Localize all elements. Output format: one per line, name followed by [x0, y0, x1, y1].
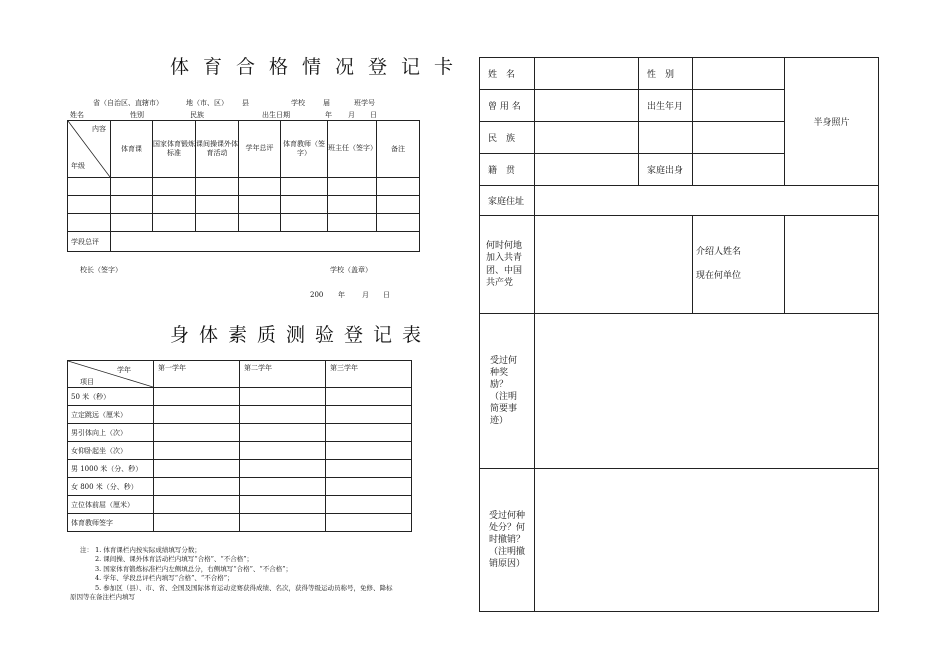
- item-pullup: 男引体向上（次）: [68, 424, 154, 442]
- item-standing-jump: 立定跳远（厘米）: [68, 406, 154, 424]
- note-4: 4. 学年、学段总评栏内填写“合格”、“不合格”；: [95, 574, 234, 583]
- table-row: [68, 424, 412, 442]
- stage-total-label: 学段总评: [68, 232, 111, 252]
- col-year-total: 学年总评: [239, 121, 281, 178]
- family-origin-field[interactable]: [693, 154, 785, 186]
- introducer-field[interactable]: [785, 216, 879, 314]
- table-row: [68, 388, 412, 406]
- col-year-2: 第二学年: [240, 361, 326, 388]
- family-origin-label: 家庭出身: [639, 154, 693, 186]
- date-day: 日: [383, 291, 390, 299]
- pe-record-table: [67, 120, 420, 252]
- birth-label: 出生年月: [639, 90, 693, 122]
- item-teacher-sign: 体育教师签字: [68, 514, 154, 532]
- note-2: 2. 课间操、课外体育活动栏内填写“合格”、“不合格”；: [95, 555, 254, 564]
- address-field[interactable]: [535, 186, 879, 216]
- gender-label: 性别: [130, 111, 144, 119]
- photo-box: 半身照片: [785, 58, 879, 186]
- item-50m: 50 米（秒）: [68, 388, 154, 406]
- card1-title: 体育合格情况登记卡: [170, 56, 468, 78]
- diagonal-header-cell: [68, 361, 154, 388]
- school-seal-label: 学校（盖章）: [330, 266, 372, 274]
- former-name-field[interactable]: [535, 90, 639, 122]
- col-year-3: 第三学年: [326, 361, 412, 388]
- address-label: 家庭住址: [480, 186, 535, 216]
- punishment-field[interactable]: [535, 469, 879, 612]
- table-row: [68, 478, 412, 496]
- date-year-prefix: 200: [310, 291, 324, 299]
- gender-field[interactable]: [693, 58, 785, 90]
- name-field[interactable]: [535, 58, 639, 90]
- principal-sign-label: 校长（签字）: [80, 266, 122, 274]
- introducer-unit-label: 现在何单位: [696, 270, 742, 281]
- notes-label: 注：: [80, 546, 93, 554]
- city-label: 地（市、区）: [186, 99, 228, 107]
- table-row: [68, 442, 412, 460]
- col-head-teacher: 班主任（签字）: [328, 121, 377, 178]
- col-fitness-standard: 国家体育锻炼标准: [153, 121, 196, 178]
- ethnicity-field[interactable]: [535, 122, 639, 154]
- note-3: 3. 国家体育锻炼标准栏内左侧填总分，右侧填写“合格”、“不合格”；: [95, 564, 293, 573]
- diagonal-header-cell: [68, 121, 111, 178]
- day-label: 日: [370, 111, 377, 119]
- native-field[interactable]: [535, 154, 639, 186]
- table-row: [68, 514, 412, 532]
- personal-info-table: [479, 57, 879, 612]
- item-sit-reach: 立位体前屈（厘米）: [68, 496, 154, 514]
- diag-bottom-label: 项目: [80, 378, 94, 386]
- item-800m: 女 800 米（分、秒）: [68, 478, 154, 496]
- awards-label: 受过何种奖励？（注明简要事迹）: [480, 314, 535, 469]
- diag-top-label: 内容: [92, 125, 106, 133]
- table-row: [68, 406, 412, 424]
- col-pe-teacher: 体育教师（签字）: [281, 121, 328, 178]
- session-label: 届: [323, 99, 330, 107]
- birthdate-label: 出生日期: [262, 111, 290, 119]
- note-6: 原因等在备注栏内填写: [70, 593, 135, 602]
- note-1: 1. 体育课栏内按实际成绩填写分数；: [95, 546, 201, 554]
- col-year-1: 第一学年: [154, 361, 240, 388]
- ethnicity-label: 民族: [190, 111, 204, 119]
- name-label: 姓 名: [480, 58, 535, 90]
- table-row: [68, 178, 420, 196]
- awards-field[interactable]: [535, 314, 879, 469]
- notes: [70, 546, 393, 603]
- date-year: 年: [338, 291, 345, 299]
- class-label: 班学号: [354, 99, 375, 107]
- date-month: 月: [362, 291, 369, 299]
- diag-top-label: 学年: [117, 366, 131, 374]
- card2-title: 身体素质测验登记表: [170, 324, 432, 346]
- col-exercise-activity: 课间操课外体育活动: [196, 121, 239, 178]
- county-label: 县: [242, 99, 249, 107]
- year-label: 年: [325, 111, 332, 119]
- ethnicity-label: 民 族: [480, 122, 535, 154]
- former-name-label: 曾 用 名: [480, 90, 535, 122]
- note-5: 5. 参加区（县）、市、省、全国及国际体育运动竞赛获得成绩、名次，获得等级运动员称号，免修、降标: [95, 583, 393, 592]
- table-row: [68, 214, 420, 232]
- school-label: 学校: [291, 99, 305, 107]
- table-row: [68, 460, 412, 478]
- introducer-cell: [693, 216, 785, 314]
- gender-label: 性 别: [639, 58, 693, 90]
- col-remarks: 备注: [377, 121, 420, 178]
- table-row: [68, 232, 420, 252]
- fitness-test-table: [67, 360, 412, 532]
- item-situp: 女仰卧起坐（次）: [68, 442, 154, 460]
- item-1000m: 男 1000 米（分、秒）: [68, 460, 154, 478]
- province-label: 省（自治区、直辖市）: [93, 99, 163, 107]
- blank-cell: [693, 122, 785, 154]
- col-pe-class: 体育课: [111, 121, 153, 178]
- name-label: 姓名: [70, 111, 84, 119]
- month-label: 月: [348, 111, 355, 119]
- punishment-label: 受过何种处分？何时撤销？（注明撤销原因）: [480, 469, 535, 612]
- blank-cell: [639, 122, 693, 154]
- join-league-field[interactable]: [535, 216, 693, 314]
- birth-field[interactable]: [693, 90, 785, 122]
- table-row: [68, 496, 412, 514]
- introducer-label: 介绍人姓名: [696, 247, 742, 258]
- table-row: [68, 196, 420, 214]
- diag-bottom-label: 年级: [71, 162, 85, 170]
- native-label: 籍 贯: [480, 154, 535, 186]
- join-league-label: 何时何地加入共青团、中国共产党: [480, 216, 535, 314]
